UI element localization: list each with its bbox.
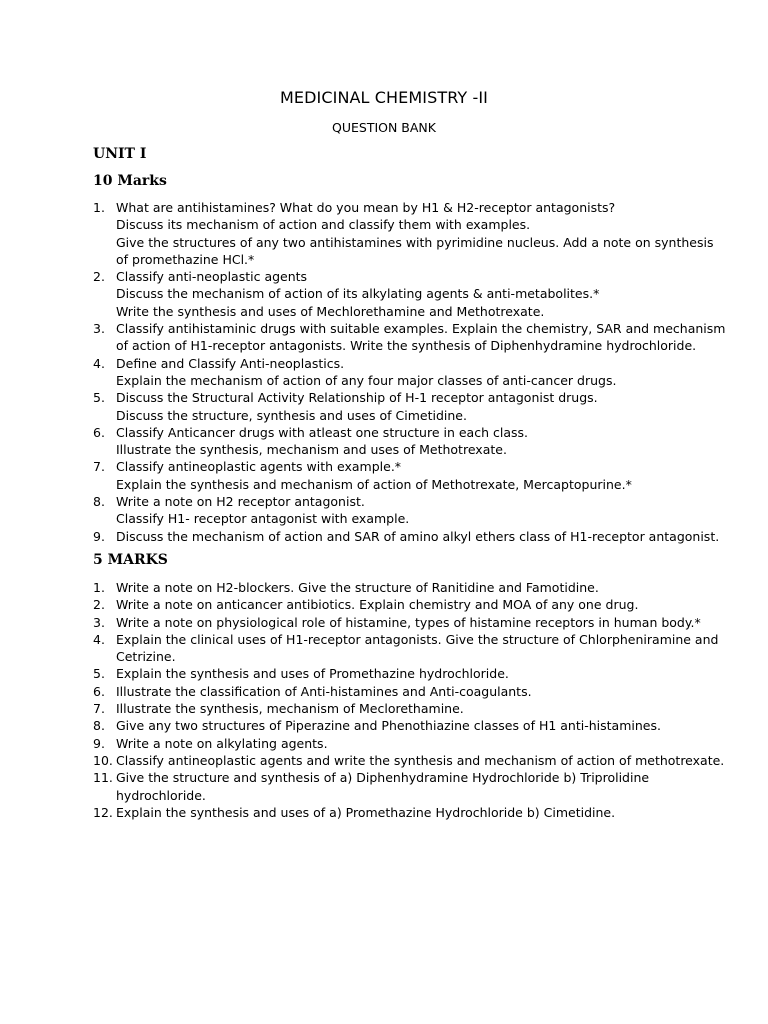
question-item — [93, 735, 693, 752]
question-text-line: Discuss the mechanism of action of its alkylating agents & anti-metabolites.* — [116, 286, 600, 302]
question-number: 7. — [93, 701, 105, 717]
five-marks-question-list — [93, 579, 725, 821]
question-number: 11. — [93, 770, 113, 786]
question-text-line: of promethazine HCl.* — [116, 251, 255, 267]
ten-marks-heading: 10 Marks — [93, 173, 167, 189]
question-item — [93, 717, 693, 734]
question-text-line: Explain the synthesis and uses of a) Promethazine Hydrochloride b) Cimetidine. — [116, 804, 616, 820]
question-number: 3. — [93, 614, 105, 630]
question-text-line: Explain the clinical uses of H1-receptor antagonists. Give the structure of Chlorpheniramine and — [116, 631, 719, 647]
question-text-line: Classify antineoplastic agents with example.* — [116, 459, 402, 475]
question-item — [93, 424, 693, 459]
question-item — [93, 528, 720, 545]
five-marks-heading: 5 MARKS — [93, 552, 168, 568]
question-item — [93, 389, 693, 424]
question-text-line: Give any two structures of Piperazine and Phenothiazine classes of H1 anti-histamines. — [116, 718, 661, 734]
question-text-line: Write the synthesis and uses of Mechlorethamine and Methotrexate. — [116, 303, 545, 319]
question-item — [93, 199, 714, 268]
question-item — [93, 614, 701, 631]
question-number: 8. — [93, 494, 105, 510]
question-text-line: Write a note on alkylating agents. — [116, 735, 328, 751]
question-number: 2. — [93, 597, 105, 613]
question-text-line: Discuss the mechanism of action and SAR of amino alkyl ethers class of H1-receptor antagonist. — [116, 528, 720, 544]
question-text-line: Classify H1- receptor antagonist with example. — [116, 511, 410, 527]
question-item — [93, 579, 693, 596]
question-text-line: Explain the synthesis and mechanism of action of Methotrexate, Mercaptopurine.* — [116, 476, 632, 492]
question-text-line: Write a note on physiological role of histamine, types of histamine receptors in human body.* — [116, 614, 701, 630]
question-text-line: Illustrate the synthesis, mechanism and uses of Methotrexate. — [116, 442, 507, 458]
question-text-line: What are antihistamines? What do you mean by H1 & H2-receptor antagonists? — [116, 200, 616, 215]
question-item — [93, 596, 693, 613]
question-number: 6. — [93, 424, 105, 440]
question-number: 3. — [93, 321, 105, 337]
question-text-line: Define and Classify Anti-neoplastics. — [116, 355, 345, 371]
question-item — [93, 493, 693, 528]
question-number: 4. — [93, 355, 105, 371]
question-item — [93, 752, 725, 769]
question-number: 4. — [93, 631, 105, 647]
question-number: 1. — [93, 200, 105, 215]
question-text-line: Classify antineoplastic agents and write the synthesis and mechanism of action of methotrexate. — [116, 752, 725, 768]
question-text-line: Classify anti-neoplastic agents — [116, 269, 308, 285]
question-text-line: Cetrizine. — [116, 649, 176, 665]
question-number: 12. — [93, 804, 113, 820]
question-number: 1. — [93, 580, 105, 595]
question-number: 5. — [93, 666, 105, 682]
question-text-line: Classify antihistaminic drugs with suitable examples. Explain the chemistry, SAR and mechanism — [116, 321, 726, 337]
question-item — [93, 320, 726, 355]
question-number: 5. — [93, 390, 105, 406]
question-text-line: Explain the synthesis and uses of Promethazine hydrochloride. — [116, 666, 509, 682]
question-text-line: Write a note on H2 receptor antagonist. — [116, 494, 365, 510]
question-number: 8. — [93, 718, 105, 734]
question-text-line: Discuss its mechanism of action and classify them with examples. — [116, 217, 531, 233]
question-text-line: Discuss the Structural Activity Relationship of H-1 receptor antagonist drugs. — [116, 390, 598, 406]
question-item — [93, 631, 719, 666]
question-text-line: Explain the mechanism of action of any four major classes of anti-cancer drugs. — [116, 372, 617, 388]
question-text-line: Give the structure and synthesis of a) Diphenhydramine Hydrochloride b) Triprolidine — [116, 770, 650, 786]
question-item — [93, 355, 693, 390]
question-text-line: Illustrate the synthesis, mechanism of Meclorethamine. — [116, 701, 464, 717]
question-text-line: hydrochloride. — [116, 787, 206, 803]
question-number: 10. — [93, 752, 113, 768]
question-text-line: Give the structures of any two antihistamines with pyrimidine nucleus. Add a note on synthesis — [116, 234, 714, 250]
question-item — [93, 804, 693, 821]
question-item — [93, 458, 693, 493]
question-item — [93, 700, 693, 717]
question-text-line: Write a note on H2-blockers. Give the structure of Ranitidine and Famotidine. — [116, 580, 599, 595]
question-number: 9. — [93, 528, 105, 544]
question-number: 7. — [93, 459, 105, 475]
question-text-line: of action of H1-receptor antagonists. Write the synthesis of Diphenhydramine hydrochloride. — [116, 338, 697, 354]
question-item — [93, 683, 693, 700]
question-text-line: Illustrate the classification of Anti-histamines and Anti-coagulants. — [116, 683, 532, 699]
question-text-line: Write a note on anticancer antibiotics. Explain chemistry and MOA of any one drug. — [116, 597, 639, 613]
question-text-line: Classify Anticancer drugs with atleast one structure in each class. — [116, 424, 528, 440]
question-item — [93, 268, 693, 320]
question-number: 6. — [93, 683, 105, 699]
question-number: 9. — [93, 735, 105, 751]
unit-heading: UNIT I — [93, 146, 147, 162]
question-text-line: Discuss the structure, synthesis and uses of Cimetidine. — [116, 407, 467, 423]
question-number: 2. — [93, 269, 105, 285]
document-subtitle: QUESTION BANK — [332, 120, 436, 135]
document-title: MEDICINAL CHEMISTRY -II — [280, 88, 488, 107]
question-item — [93, 665, 693, 682]
question-item — [93, 769, 693, 804]
ten-marks-question-list — [93, 199, 726, 545]
